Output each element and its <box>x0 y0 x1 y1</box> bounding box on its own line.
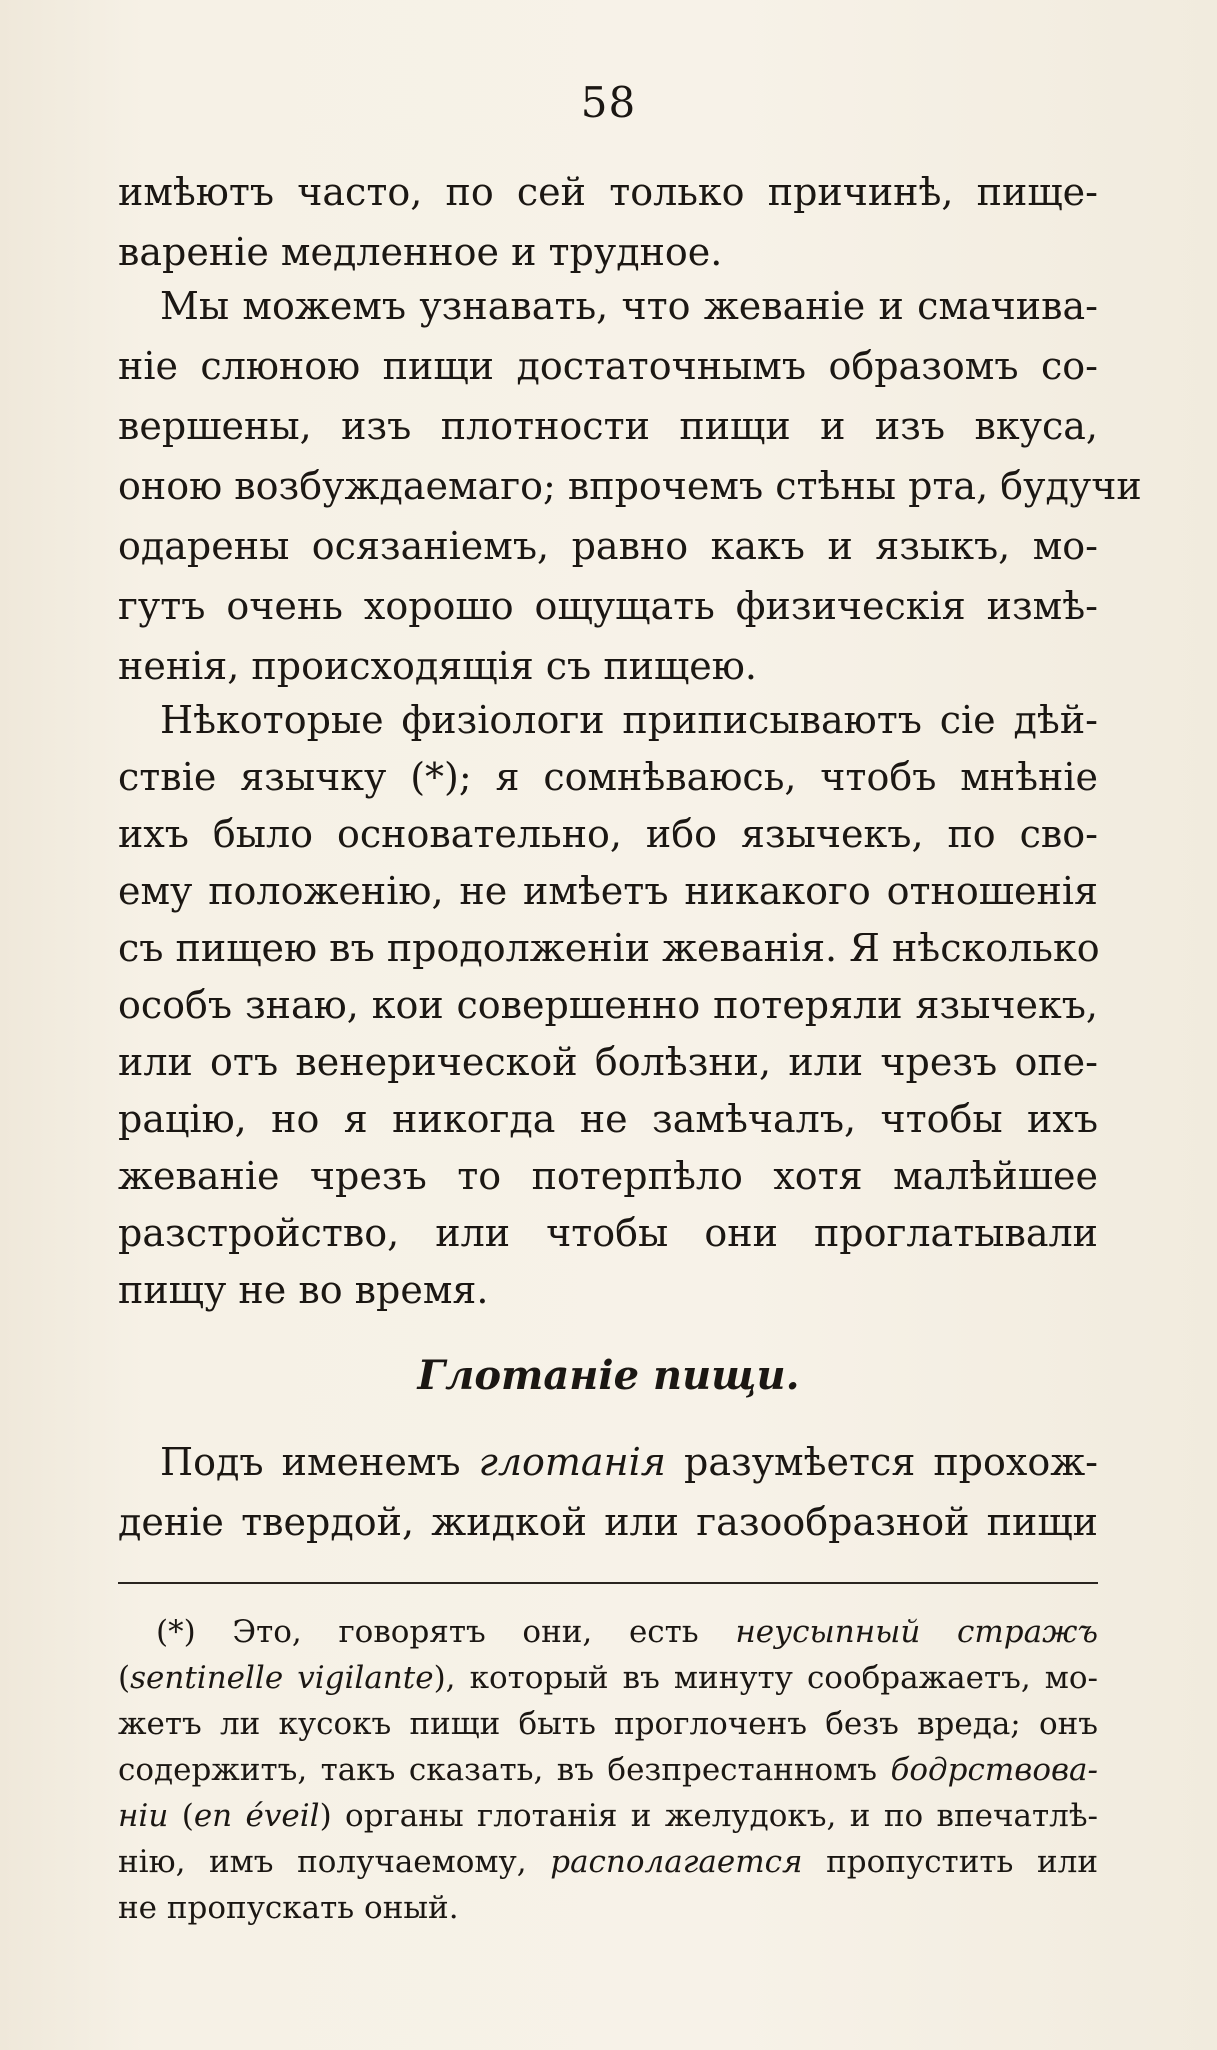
text-run: ( <box>118 1660 131 1696</box>
italic-term: ніи <box>118 1798 169 1834</box>
text-line: ствіе язычку (*); я сомнѣваюсь, чтобъ мнѣніе <box>118 755 1098 799</box>
footnote-line <box>118 1748 1098 1792</box>
text-line: вареніе медленное и трудное. <box>118 230 723 274</box>
text-line: Нѣкоторые физіологи приписываютъ сіе дѣй- <box>160 698 1098 742</box>
italic-term: неусыпный стражъ <box>735 1614 1098 1650</box>
text-line: пищу не во время. <box>118 1268 489 1312</box>
text-line: съ пищею въ продолженіи жеванія. Я нѣсколько <box>118 926 1100 970</box>
italic-term: en éveil <box>193 1798 320 1834</box>
text-line: ему положенію, не имѣетъ никакого отношенія <box>118 869 1098 913</box>
italic-term: бодрствова- <box>890 1752 1098 1788</box>
text-line: или отъ венерической болѣзни, или чрезъ опе- <box>118 1040 1098 1084</box>
text-run: (*) Это, говорятъ они, есть <box>156 1614 736 1650</box>
footnote-line: жетъ ли кусокъ пищи быть проглоченъ безъ вреда; онъ <box>118 1706 1098 1742</box>
text-line: ихъ было основательно, ибо язычекъ, по сво- <box>118 812 1098 856</box>
text-line: оною возбуждаемаго; впрочемъ стѣны рта, будучи <box>118 464 1142 508</box>
text-run: нію, имъ получаемому, <box>118 1844 551 1880</box>
text-line <box>160 1436 1098 1488</box>
page-number: 58 <box>580 78 637 127</box>
text-run: содержитъ, такъ сказать, въ безпрестанномъ <box>118 1752 891 1788</box>
footnote-line <box>118 1794 1098 1838</box>
text-run: Подъ именемъ <box>160 1440 479 1484</box>
text-line: гутъ очень хорошо ощущать физическія измѣ- <box>118 584 1098 628</box>
text-line: деніе твердой, жидкой или газообразной пищи <box>118 1500 1098 1544</box>
text-line: особъ знаю, кои совершенно потеряли язычекъ, <box>118 983 1098 1027</box>
footnote-rule <box>118 1582 1098 1584</box>
footnote-line: не пропускать оный. <box>118 1890 459 1926</box>
text-run: ), который въ минуту соображаетъ, мо- <box>433 1660 1098 1696</box>
text-line: одарены осязаніемъ, равно какъ и языкъ, мо- <box>118 524 1098 568</box>
section-heading: Глотаніе пищи. <box>417 1352 800 1399</box>
text-run: пропустить или <box>802 1844 1098 1880</box>
footnote-line <box>118 1840 1098 1884</box>
footnote-line <box>156 1610 1098 1654</box>
text-line: ненія, происходящія съ пищею. <box>118 644 757 688</box>
text-run: ( <box>168 1798 194 1834</box>
text-line: разстройство, или чтобы они проглатывали <box>118 1211 1098 1255</box>
text-run: разумѣется прохож- <box>665 1440 1098 1484</box>
italic-term: располагается <box>550 1844 803 1880</box>
text-line: жеваніе чрезъ то потерпѣло хотя малѣйшее <box>118 1154 1098 1198</box>
text-line: ніе слюною пищи достаточнымъ образомъ со- <box>118 344 1098 388</box>
italic-term: глотанія <box>478 1440 666 1484</box>
text-line: вершены, изъ плотности пищи и изъ вкуса, <box>118 404 1098 448</box>
text-line: имѣютъ часто, по сей только причинѣ, пище- <box>118 170 1098 214</box>
text-line: рацію, но я никогда не замѣчалъ, чтобы ихъ <box>118 1097 1098 1141</box>
text-run: ) органы глотанія и желудокъ, и по впечатлѣ- <box>319 1798 1098 1834</box>
footnote-line <box>118 1656 1098 1700</box>
text-line: Мы можемъ узнавать, что жеваніе и смачива- <box>160 284 1098 328</box>
italic-term: sentinelle vigilante <box>130 1660 434 1696</box>
